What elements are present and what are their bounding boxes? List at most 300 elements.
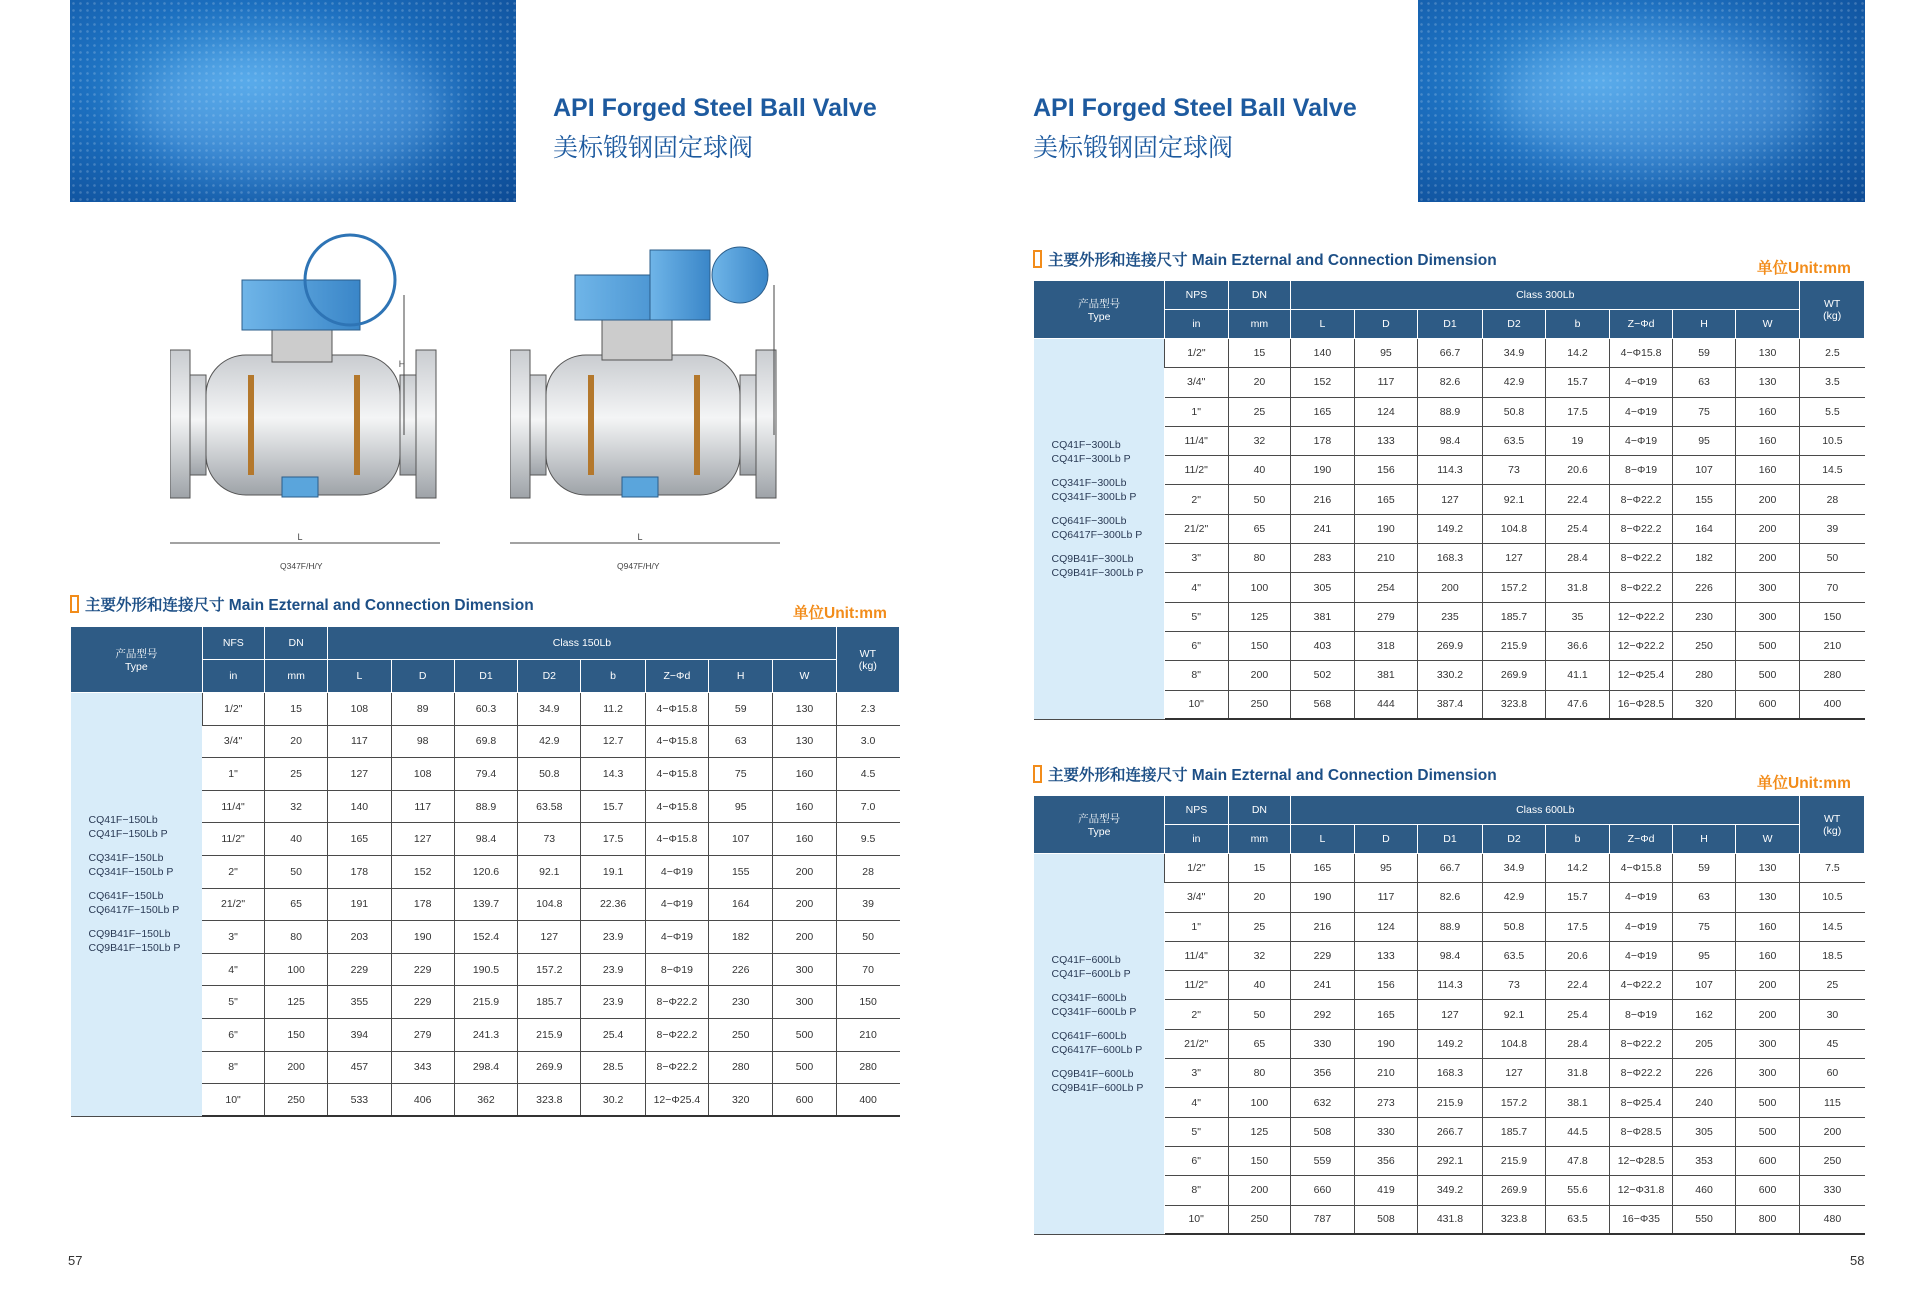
table-cell: 10.5 — [1800, 426, 1865, 455]
table-cell: 104.8 — [1482, 1029, 1546, 1058]
table-cell: 28 — [1800, 485, 1865, 514]
type-model: CQ9B41F−150Lb P — [88, 942, 181, 955]
table-cell: 22.36 — [581, 888, 645, 921]
table-cell: 500 — [1735, 1088, 1800, 1117]
table-cell: 65 — [264, 888, 327, 921]
type-model: CQ41F−600Lb — [1051, 953, 1121, 966]
type-model: CQ9B41F−150Lb — [88, 928, 171, 941]
header-col: D — [1354, 310, 1418, 339]
table-cell: 8" — [1165, 661, 1229, 690]
table-cell: 16−Φ28.5 — [1609, 690, 1673, 719]
banner-image-right — [1418, 0, 1865, 202]
table-cell: 215.9 — [454, 986, 517, 1019]
table-cell: 500 — [1735, 1117, 1800, 1146]
table-cell: 8−Φ19 — [1609, 1000, 1673, 1029]
table-cell: 11/4" — [202, 790, 264, 823]
table-cell: 279 — [1354, 602, 1418, 631]
header-wt — [1800, 281, 1865, 339]
table-cell: 269.9 — [1482, 1176, 1546, 1205]
type-list — [71, 693, 203, 1117]
table-cell: 42.9 — [518, 725, 581, 758]
table-cell: 15 — [1228, 854, 1291, 883]
table-cell: 406 — [391, 1084, 454, 1117]
type-model: CQ9B41F−600Lb — [1051, 1067, 1134, 1080]
header-type-en: Type — [124, 661, 148, 673]
table-cell: 59 — [709, 693, 773, 726]
table-cell: 17.5 — [581, 823, 645, 856]
table-cell: 124 — [1354, 912, 1418, 941]
table-cell: 349.2 — [1418, 1176, 1483, 1205]
table-cell: 80 — [1228, 1059, 1291, 1088]
table-cell: 150 — [1800, 602, 1865, 631]
table-cell: 460 — [1673, 1176, 1736, 1205]
table-cell: 156 — [1354, 456, 1418, 485]
table-cell: 69.8 — [454, 725, 517, 758]
table-cell: 250 — [1800, 1146, 1865, 1175]
table-cell: 15.7 — [1546, 883, 1610, 912]
table-cell: 343 — [391, 1051, 454, 1084]
table-cell: 318 — [1354, 631, 1418, 660]
table-cell: 44.5 — [1546, 1117, 1610, 1146]
header-type — [71, 627, 203, 693]
table-cell: 50 — [1228, 485, 1291, 514]
table-cell: 45 — [1800, 1029, 1865, 1058]
table-cell: 10" — [1165, 1205, 1229, 1234]
table-cell: 4−Φ19 — [645, 855, 708, 888]
table-cell: 387.4 — [1418, 690, 1483, 719]
table-cell: 63 — [1673, 368, 1736, 397]
table-cell: 4−Φ19 — [1609, 397, 1673, 426]
table-cell: 63 — [1673, 883, 1736, 912]
header-wt-label: WT — [1824, 297, 1841, 310]
table-cell: 165 — [1291, 854, 1355, 883]
table-cell: 8−Φ22.2 — [1609, 485, 1673, 514]
section-marker-icon — [1033, 250, 1042, 268]
table-cell: 8−Φ28.5 — [1609, 1117, 1673, 1146]
table-cell: 104.8 — [518, 888, 581, 921]
table-cell: 6" — [1165, 631, 1229, 660]
table-cell: 22.4 — [1546, 485, 1610, 514]
table-cell: 35 — [1546, 602, 1610, 631]
table-cell: 14.2 — [1546, 854, 1610, 883]
valve-drawing-electric — [510, 225, 780, 570]
type-model: CQ41F−300Lb — [1051, 438, 1121, 451]
header-type-cn: 产品型号 — [1078, 813, 1121, 825]
table-cell: 28 — [836, 855, 899, 888]
table-cell: 250 — [709, 1018, 773, 1051]
table-cell: 200 — [1735, 514, 1800, 543]
header-dn: DN — [1228, 796, 1291, 825]
table-cell: 2.3 — [836, 693, 899, 726]
table-cell: 127 — [391, 823, 454, 856]
table-cell: 165 — [1354, 1000, 1418, 1029]
table-cell: 800 — [1735, 1205, 1800, 1234]
table-cell: 150 — [1228, 631, 1291, 660]
table-cell: 9.5 — [836, 823, 899, 856]
table-cell: 133 — [1354, 426, 1418, 455]
table-cell: 79.4 — [454, 758, 517, 791]
table-cell: 130 — [1735, 339, 1800, 368]
table-cell: 3" — [202, 921, 264, 954]
table-cell: 150 — [264, 1018, 327, 1051]
table-cell: 117 — [328, 725, 391, 758]
table-cell: 190.5 — [454, 953, 517, 986]
table-cell: 226 — [1673, 573, 1736, 602]
table-cell: 130 — [1735, 883, 1800, 912]
table-cell: 107 — [1673, 456, 1736, 485]
table-cell: 156 — [1354, 971, 1418, 1000]
table-cell: 41.1 — [1546, 661, 1610, 690]
table-cell: 12.7 — [581, 725, 645, 758]
drawing-caption-left: Q347F/H/Y — [280, 561, 323, 571]
table-cell: 160 — [1735, 456, 1800, 485]
header-type-en: Type — [1087, 311, 1111, 323]
table-cell: 21/2" — [1165, 1029, 1229, 1058]
table-cell: 157.2 — [518, 953, 581, 986]
type-model: CQ6417F−600Lb P — [1051, 1043, 1143, 1056]
table-cell: 75 — [1673, 912, 1736, 941]
table-cell: 280 — [1800, 661, 1865, 690]
table-cell: 200 — [1735, 485, 1800, 514]
table-cell: 250 — [1228, 1205, 1291, 1234]
header-col: b — [1546, 825, 1610, 854]
table-cell: 305 — [1291, 573, 1355, 602]
table-cell: 15.7 — [581, 790, 645, 823]
table-cell: 130 — [773, 693, 836, 726]
drawing-caption-right: Q947F/H/Y — [617, 561, 660, 571]
table-cell: 235 — [1418, 602, 1483, 631]
table-cell: 168.3 — [1418, 544, 1483, 573]
table-cell: 23.9 — [581, 921, 645, 954]
table-cell: 356 — [1291, 1059, 1355, 1088]
table-cell: 50 — [836, 921, 899, 954]
table-cell: 330 — [1291, 1029, 1355, 1058]
table-cell: 8" — [202, 1051, 264, 1084]
table-cell: 63.5 — [1546, 1205, 1610, 1234]
table-cell: 305 — [1673, 1117, 1736, 1146]
section-heading-150: 主要外形和连接尺寸 Main Ezternal and Connection Dimension — [70, 593, 534, 615]
table-cell: 25 — [1228, 397, 1291, 426]
table-cell: 500 — [1735, 631, 1800, 660]
header-col: H — [709, 660, 773, 693]
table-cell: 230 — [1673, 602, 1736, 631]
table-cell: 50.8 — [518, 758, 581, 791]
table-cell: 73 — [1482, 456, 1546, 485]
table-cell: 3" — [1165, 1059, 1229, 1088]
dim-label-l-right: L — [637, 532, 643, 542]
table-cell: 229 — [391, 953, 454, 986]
table-cell: 15 — [264, 693, 327, 726]
table-cell: 10" — [202, 1084, 264, 1117]
table-cell: 5" — [1165, 602, 1229, 631]
table-cell: 3/4" — [202, 725, 264, 758]
header-class: Class 600Lb — [1291, 796, 1800, 825]
table-cell: 323.8 — [518, 1084, 581, 1117]
table-cell: 165 — [1354, 485, 1418, 514]
table-cell: 25.4 — [581, 1018, 645, 1051]
type-list — [1034, 854, 1165, 1235]
table-cell: 160 — [773, 758, 836, 791]
table-cell: 80 — [264, 921, 327, 954]
table-cell: 50.8 — [1482, 397, 1546, 426]
table-cell: 5.5 — [1800, 397, 1865, 426]
table-cell: 23.9 — [581, 953, 645, 986]
type-model: CQ41F−600Lb P — [1051, 967, 1131, 980]
table-cell: 120.6 — [454, 855, 517, 888]
table-cell: 12−Φ22.2 — [1609, 631, 1673, 660]
table-cell: 11/4" — [1165, 426, 1229, 455]
table-cell: 200 — [773, 921, 836, 954]
table-cell: 63.5 — [1482, 941, 1546, 970]
table-cell: 89 — [391, 693, 454, 726]
table-cell: 10" — [1165, 690, 1229, 719]
table-cell: 150 — [836, 986, 899, 1019]
banner-image-left — [70, 0, 516, 202]
table-cell: 4−Φ15.8 — [645, 725, 708, 758]
type-model: CQ641F−150Lb — [88, 890, 164, 903]
table-cell: 600 — [773, 1084, 836, 1117]
table-cell: 15 — [1228, 339, 1291, 368]
table-cell: 229 — [1291, 941, 1355, 970]
table-cell: 203 — [328, 921, 391, 954]
table-cell: 190 — [1291, 883, 1355, 912]
header-col: D — [391, 660, 454, 693]
table-cell: 8−Φ19 — [645, 953, 708, 986]
dimension-table-150 — [70, 626, 900, 1117]
table-cell: 30 — [1800, 1000, 1865, 1029]
table-cell: 3/4" — [1165, 368, 1229, 397]
header-in: in — [1165, 310, 1229, 339]
table-cell: 8−Φ22.2 — [645, 1051, 708, 1084]
type-model: CQ341F−150Lb P — [88, 866, 174, 879]
table-cell: 190 — [391, 921, 454, 954]
table-cell: 226 — [1673, 1059, 1736, 1088]
table-cell: 157.2 — [1482, 573, 1546, 602]
table-cell: 3.5 — [1800, 368, 1865, 397]
table-cell: 200 — [1735, 1000, 1800, 1029]
table-cell: 500 — [1735, 661, 1800, 690]
table-cell: 60 — [1800, 1059, 1865, 1088]
table-cell: 168.3 — [1418, 1059, 1483, 1088]
table-cell: 152 — [1291, 368, 1355, 397]
table-cell: 39 — [836, 888, 899, 921]
table-cell: 47.8 — [1546, 1146, 1610, 1175]
table-cell: 66.7 — [1418, 339, 1483, 368]
table-cell: 210 — [836, 1018, 899, 1051]
table-cell: 283 — [1291, 544, 1355, 573]
header-col: D2 — [1482, 310, 1546, 339]
table-cell: 400 — [836, 1084, 899, 1117]
section-marker-icon — [1033, 765, 1042, 783]
table-cell: 25 — [1228, 912, 1291, 941]
table-cell: 568 — [1291, 690, 1355, 719]
header-mm: mm — [1228, 310, 1291, 339]
table-cell: 191 — [328, 888, 391, 921]
table-cell: 3" — [1165, 544, 1229, 573]
table-cell: 4−Φ22.2 — [1609, 971, 1673, 1000]
table-cell: 178 — [1291, 426, 1355, 455]
section-marker-icon — [70, 595, 79, 613]
dim-label-l: L — [297, 532, 303, 542]
table-cell: 165 — [328, 823, 391, 856]
table-cell: 330.2 — [1418, 661, 1483, 690]
table-cell: 114.3 — [1418, 456, 1483, 485]
table-cell: 10.5 — [1800, 883, 1865, 912]
header-type-cn: 产品型号 — [1078, 298, 1121, 310]
table-cell: 108 — [328, 693, 391, 726]
table-cell: 65 — [1228, 1029, 1291, 1058]
table-cell: 356 — [1354, 1146, 1418, 1175]
table-cell: 50.8 — [1482, 912, 1546, 941]
table-cell: 355 — [328, 986, 391, 1019]
table-cell: 88.9 — [454, 790, 517, 823]
table-cell: 127 — [1482, 1059, 1546, 1088]
table-cell: 30.2 — [581, 1084, 645, 1117]
table-cell: 40 — [264, 823, 327, 856]
table-cell: 117 — [1354, 883, 1418, 912]
table-cell: 444 — [1354, 690, 1418, 719]
table-cell: 63.5 — [1482, 426, 1546, 455]
table-cell: 98 — [391, 725, 454, 758]
table-cell: 66.7 — [1418, 854, 1483, 883]
table-cell: 1/2" — [1165, 339, 1229, 368]
table-cell: 16−Φ35 — [1609, 1205, 1673, 1234]
table-cell: 480 — [1800, 1205, 1865, 1234]
table-cell: 8−Φ22.2 — [1609, 573, 1673, 602]
table-cell: 2" — [1165, 1000, 1229, 1029]
header-mm: mm — [264, 660, 327, 693]
table-cell: 100 — [264, 953, 327, 986]
table-cell: 508 — [1354, 1205, 1418, 1234]
table-cell: 36.6 — [1546, 631, 1610, 660]
header-type-cn: 产品型号 — [115, 648, 158, 660]
header-col: D2 — [518, 660, 581, 693]
table-cell: 130 — [1735, 368, 1800, 397]
table-cell: 200 — [773, 855, 836, 888]
table-cell: 22.4 — [1546, 971, 1610, 1000]
header-type-en: Type — [1087, 826, 1111, 838]
table-cell: 431.8 — [1418, 1205, 1483, 1234]
table-cell: 215.9 — [1418, 1088, 1483, 1117]
table-cell: 32 — [1228, 941, 1291, 970]
table-cell: 5" — [202, 986, 264, 1019]
table-cell: 4−Φ15.8 — [645, 758, 708, 791]
table-cell: 381 — [1291, 602, 1355, 631]
table-cell: 40 — [1228, 971, 1291, 1000]
table-cell: 269.9 — [1418, 631, 1483, 660]
table-cell: 34.9 — [518, 693, 581, 726]
table-cell: 21/2" — [202, 888, 264, 921]
table-cell: 215.9 — [1482, 1146, 1546, 1175]
table-cell: 185.7 — [518, 986, 581, 1019]
header-wt — [836, 627, 899, 693]
table-cell: 205 — [1673, 1029, 1736, 1058]
table-cell: 55.6 — [1546, 1176, 1610, 1205]
table-cell: 127 — [328, 758, 391, 791]
table-cell: 300 — [1735, 1029, 1800, 1058]
table-cell: 280 — [1673, 661, 1736, 690]
valve-drawing-gear — [170, 225, 440, 570]
type-model: CQ641F−600Lb — [1051, 1029, 1127, 1042]
table-cell: 12−Φ31.8 — [1609, 1176, 1673, 1205]
table-cell: 28.4 — [1546, 544, 1610, 573]
table-cell: 216 — [1291, 485, 1355, 514]
table-cell: 157.2 — [1482, 1088, 1546, 1117]
table-cell: 127 — [518, 921, 581, 954]
table-cell: 70 — [836, 953, 899, 986]
table-cell: 190 — [1354, 1029, 1418, 1058]
table-cell: 6" — [1165, 1146, 1229, 1175]
header-col: H — [1673, 310, 1736, 339]
table-cell: 82.6 — [1418, 368, 1483, 397]
table-cell: 70 — [1800, 573, 1865, 602]
type-model: CQ41F−300Lb P — [1051, 452, 1131, 465]
table-cell: 178 — [391, 888, 454, 921]
table-cell: 210 — [1354, 1059, 1418, 1088]
table-cell: 4−Φ19 — [1609, 426, 1673, 455]
header-size: NPS — [1165, 796, 1229, 825]
table-cell: 300 — [1735, 1059, 1800, 1088]
table-cell: 182 — [1673, 544, 1736, 573]
table-cell: 500 — [773, 1018, 836, 1051]
table-cell: 95 — [1354, 339, 1418, 368]
table-cell: 125 — [1228, 602, 1291, 631]
table-cell: 139.7 — [454, 888, 517, 921]
table-cell: 229 — [391, 986, 454, 1019]
table-cell: 17.5 — [1546, 397, 1610, 426]
table-cell: 65 — [1228, 514, 1291, 543]
table-cell: 31.8 — [1546, 1059, 1610, 1088]
table-cell: 500 — [773, 1051, 836, 1084]
table-cell: 14.5 — [1800, 456, 1865, 485]
type-model: CQ341F−300Lb P — [1051, 490, 1137, 503]
table-cell: 241 — [1291, 971, 1355, 1000]
table-cell: 4−Φ15.8 — [1609, 854, 1673, 883]
table-row — [1034, 339, 1865, 368]
table-cell: 34.9 — [1482, 339, 1546, 368]
table-cell: 600 — [1735, 690, 1800, 719]
table-cell: 108 — [391, 758, 454, 791]
table-cell: 292.1 — [1418, 1146, 1483, 1175]
table-cell: 4−Φ19 — [1609, 941, 1673, 970]
table-cell: 92.1 — [1482, 485, 1546, 514]
header-col: D2 — [1482, 825, 1546, 854]
table-cell: 210 — [1354, 544, 1418, 573]
table-cell: 28.4 — [1546, 1029, 1610, 1058]
table-cell: 320 — [1673, 690, 1736, 719]
table-cell: 330 — [1354, 1117, 1418, 1146]
table-cell: 353 — [1673, 1146, 1736, 1175]
header-type — [1034, 281, 1165, 339]
table-cell: 98.4 — [454, 823, 517, 856]
table-cell: 17.5 — [1546, 912, 1610, 941]
table-cell: 269.9 — [518, 1051, 581, 1084]
table-cell: 127 — [1482, 544, 1546, 573]
table-cell: 82.6 — [1418, 883, 1483, 912]
table-cell: 419 — [1354, 1176, 1418, 1205]
table-cell: 230 — [709, 986, 773, 1019]
table-cell: 279 — [391, 1018, 454, 1051]
header-col: Z−Φd — [1609, 825, 1673, 854]
header-wt-label: WT — [1824, 812, 1841, 825]
table-cell: 2" — [1165, 485, 1229, 514]
page-title-en-right: API Forged Steel Ball Valve — [1033, 94, 1357, 122]
page-title-en-left: API Forged Steel Ball Valve — [553, 94, 877, 122]
table-cell: 50 — [264, 855, 327, 888]
table-cell: 14.2 — [1546, 339, 1610, 368]
header-wt-unit: (kg) — [1823, 824, 1842, 837]
table-cell: 2.5 — [1800, 339, 1865, 368]
